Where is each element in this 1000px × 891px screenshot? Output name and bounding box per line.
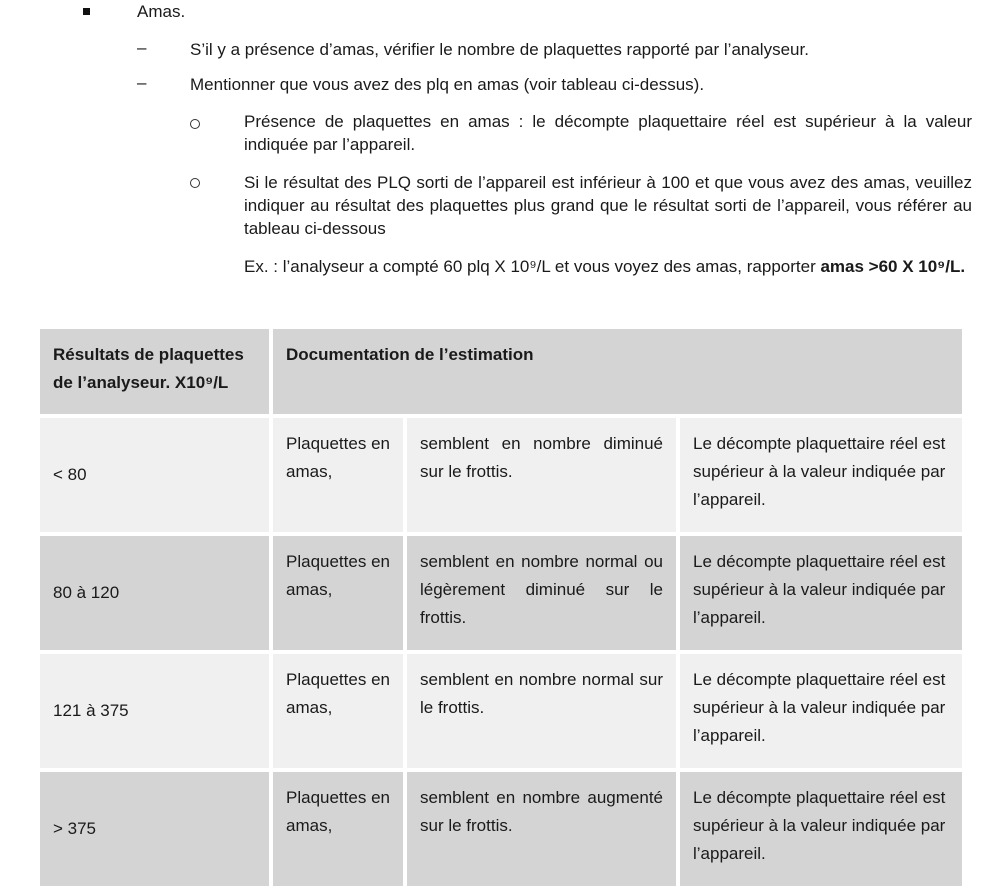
table-cell-decompte: Le décompte plaquettaire réel est supérieur à la valeur indiquée par l’appareil. bbox=[680, 654, 962, 768]
range-value: > 375 bbox=[53, 819, 97, 838]
table-row-range bbox=[40, 772, 269, 886]
range-value: < 80 bbox=[53, 465, 87, 484]
table-row-range bbox=[40, 654, 269, 768]
range-value: 121 à 375 bbox=[53, 701, 129, 720]
table-cell-plaquettes: Plaquettes en amas, bbox=[273, 418, 403, 532]
table-header-documentation: Documentation de l’estimation bbox=[273, 329, 962, 414]
table-cell-frottis: semblent en nombre diminué sur le frottis. bbox=[407, 418, 676, 532]
table-cell-plaquettes: Plaquettes en amas, bbox=[273, 654, 403, 768]
example-paragraph bbox=[244, 255, 972, 278]
table-cell-plaquettes: Plaquettes en amas, bbox=[273, 772, 403, 886]
circle-bullet-icon bbox=[190, 119, 200, 129]
dash-bullet-icon: – bbox=[137, 73, 147, 92]
circle-item-1: Présence de plaquettes en amas : le décompte plaquettaire réel est supérieur à la valeur indiquée par l’appareil. bbox=[244, 112, 972, 154]
table-cell-frottis: semblent en nombre normal sur le frottis. bbox=[407, 654, 676, 768]
table-cell-decompte: Le décompte plaquettaire réel est supérieur à la valeur indiquée par l’appareil. bbox=[680, 418, 962, 532]
dash-item-1: S’il y a présence d’amas, vérifier le nombre de plaquettes rapporté par l’analyseur. bbox=[190, 40, 809, 59]
table-cell-plaquettes: Plaquettes en amas, bbox=[273, 536, 403, 650]
bullet-title: Amas. bbox=[137, 2, 186, 21]
table-cell-decompte: Le décompte plaquettaire réel est supérieur à la valeur indiquée par l’appareil. bbox=[680, 772, 962, 886]
table-header-results: Résultats de plaquettes de l’analyseur. X10⁹/L bbox=[40, 329, 269, 414]
dash-bullet-icon: – bbox=[137, 38, 147, 57]
example-bold-text: amas >60 X 10⁹/L. bbox=[820, 257, 966, 276]
table-cell-frottis: semblent en nombre normal ou légèrement diminué sur le frottis. bbox=[407, 536, 676, 650]
dash-item-2: Mentionner que vous avez des plq en amas (voir tableau ci-dessus). bbox=[190, 75, 705, 94]
circle-item-2: Si le résultat des PLQ sorti de l’appareil est inférieur à 100 et que vous avez des amas, veuillez indiquer au résultat des plaquettes plus grand que le résultat sorti de l’appareil, vous référer au tableau ci-dessous bbox=[244, 173, 972, 238]
circle-bullet-icon bbox=[190, 178, 200, 188]
table-cell-frottis: semblent en nombre augmenté sur le frottis. bbox=[407, 772, 676, 886]
range-value: 80 à 120 bbox=[53, 583, 120, 602]
example-text: Ex. : l’analyseur a compté 60 plq X 10⁹/L et vous voyez des amas, rapporter bbox=[244, 257, 821, 276]
table-cell-decompte: Le décompte plaquettaire réel est supérieur à la valeur indiquée par l’appareil. bbox=[680, 536, 962, 650]
table-row-range bbox=[40, 536, 269, 650]
table-row-range bbox=[40, 418, 269, 532]
square-bullet-icon bbox=[83, 8, 90, 15]
